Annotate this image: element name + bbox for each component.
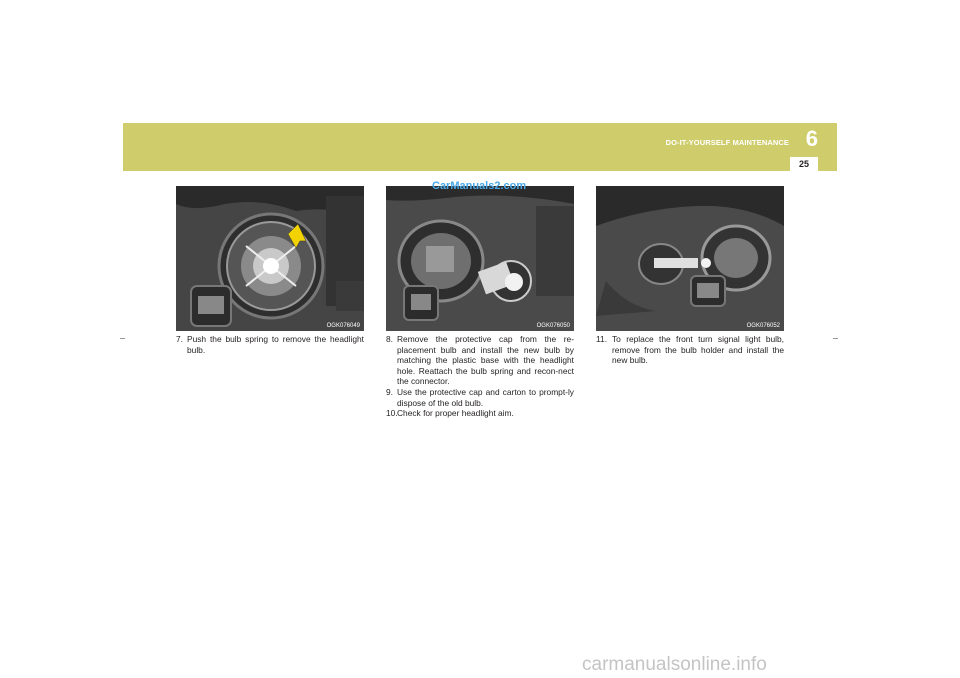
step-text: Push the bulb spring to remove the headlight bulb. [187, 334, 364, 355]
section-title: DO-IT-YOURSELF MAINTENANCE [665, 138, 789, 147]
step-11 [596, 334, 784, 366]
header-band [123, 123, 837, 171]
text-column-2 [386, 334, 574, 419]
turn-signal-bulb-illustration [596, 186, 784, 331]
step-7 [176, 334, 364, 355]
headlight-bulb-spring-illustration [176, 186, 364, 331]
figure-3-code: OGK076052 [746, 323, 780, 329]
figure-2 [386, 186, 574, 331]
step-number: 9. [386, 386, 393, 397]
step-number: 8. [386, 334, 393, 344]
crop-mark-left [120, 338, 125, 339]
page-number: 25 [790, 157, 818, 171]
step-text: To replace the front turn signal light bulb, remove from the bulb holder and install the new bulb. [612, 334, 784, 366]
step-8 [386, 334, 574, 387]
text-column-3 [596, 334, 784, 366]
step-number: 10. [386, 408, 398, 419]
step-text: Remove the protective cap from the re-placement bulb and install the new bulb by matching the plastic base with the headlight hole. Reattach the bulb spring and recon-nect the connector. [397, 334, 574, 387]
footer-watermark: carmanualsonline.info [582, 654, 767, 675]
step-number: 7. [176, 334, 183, 344]
watermark: CarManuals2.com [432, 180, 527, 192]
figure-1 [176, 186, 364, 331]
crop-mark-right [833, 338, 838, 339]
step-10 [386, 408, 574, 419]
step-9 [386, 387, 574, 408]
figure-2-code: OGK076050 [536, 323, 570, 329]
step-text: Check for proper headlight aim. [397, 408, 514, 419]
headlight-bulb-removal-illustration [386, 186, 574, 331]
figure-3 [596, 186, 784, 331]
chapter-number: 6 [805, 126, 818, 151]
step-text: Use the protective cap and carton to prompt-ly dispose of the old bulb. [397, 386, 574, 408]
step-number: 11. [596, 334, 608, 344]
figure-1-code: OGK076049 [326, 323, 360, 329]
text-column-1 [176, 334, 364, 355]
